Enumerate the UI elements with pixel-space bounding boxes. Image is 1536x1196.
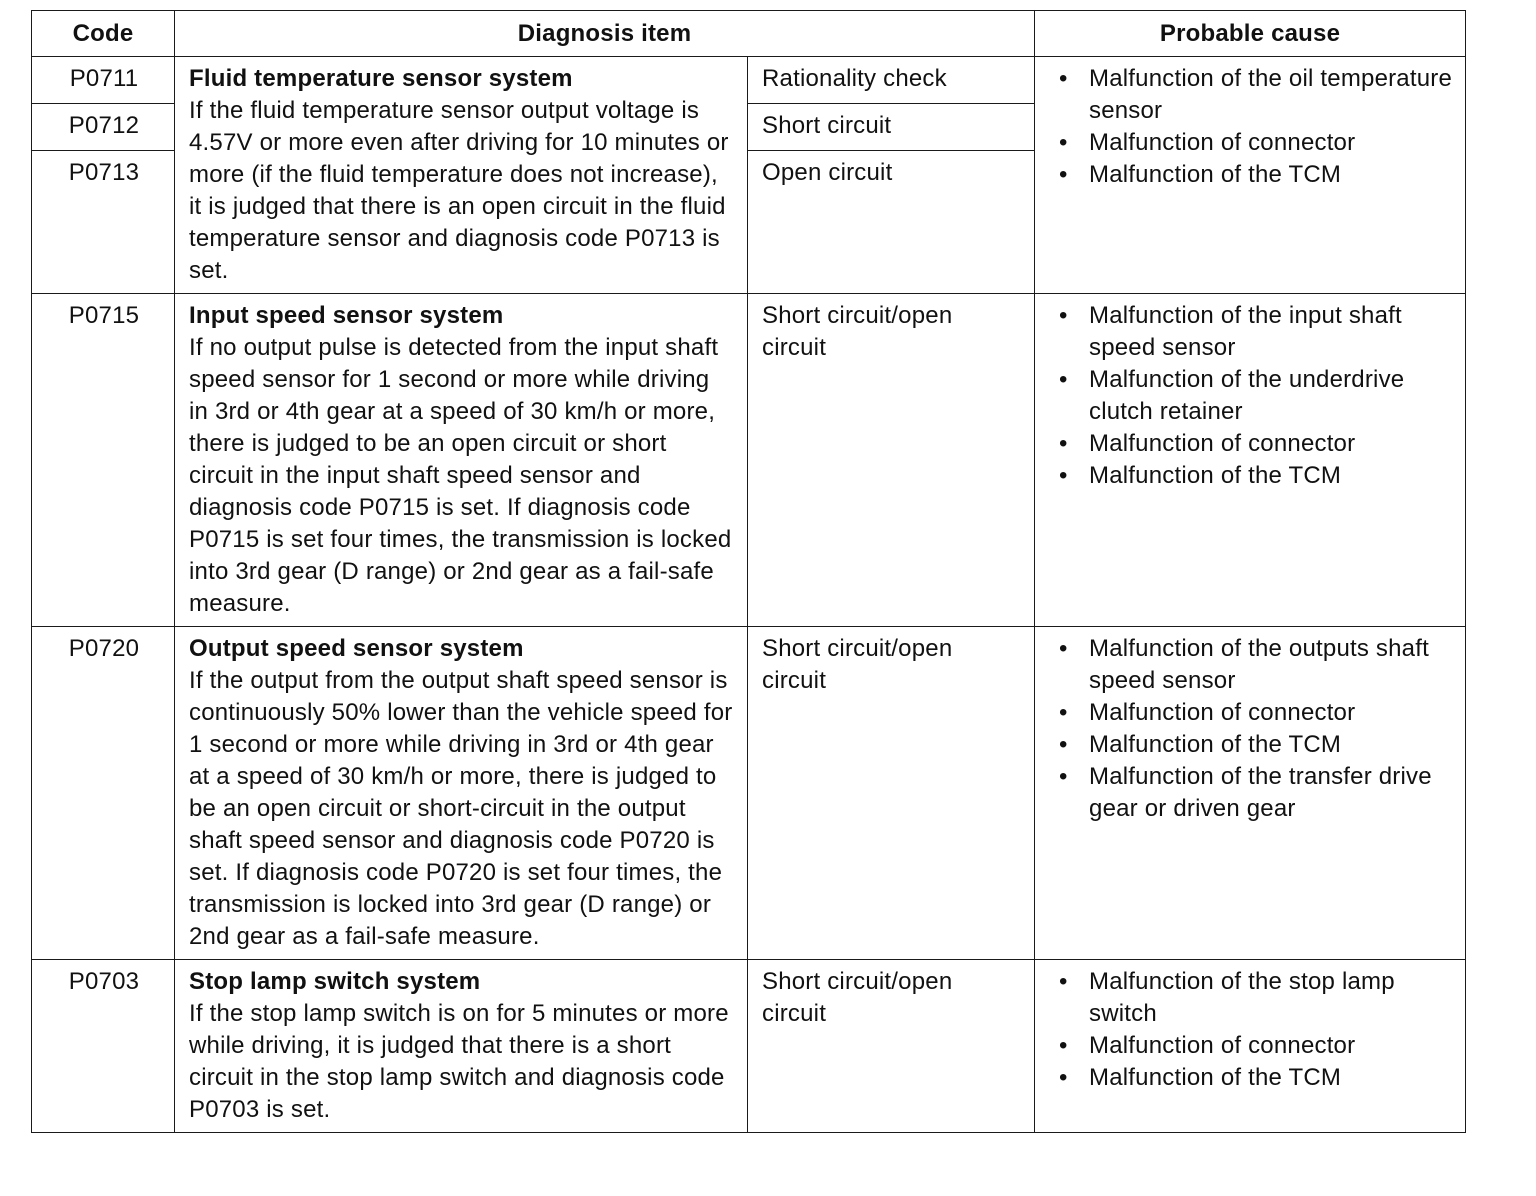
probable-cause-cell: [1035, 57, 1466, 294]
diagnosis-description: If the output from the output shaft speed sensor is continuously 50% lower than the vehicle speed for 1 second or more while driving in 3rd or 4th gear at a speed of 30 km/h or more, there is judged to be an open circuit or short-circuit in the output shaft speed sensor and diagnosis code P0720 is set. If diagnosis code P0720 is set four times, the transmission is locked into 3rd gear (D range) or 2nd gear as a fail-safe measure.: [189, 667, 733, 950]
diagnosis-cell: [175, 294, 748, 627]
header-row: [32, 11, 1466, 57]
code-cell: P0720: [32, 627, 175, 960]
header-diagnosis-item: Diagnosis item: [175, 11, 1035, 57]
cause-item: • Malfunction of the underdrive clutch retainer: [1075, 364, 1453, 428]
diagnosis-title: Fluid temperature sensor system: [189, 65, 573, 92]
diagnosis-cell: [175, 960, 748, 1133]
cause-item: • Malfunction of connector: [1075, 127, 1453, 159]
diagnosis-title: Stop lamp switch system: [189, 968, 481, 995]
cause-list: [1049, 300, 1453, 492]
code-cell: P0703: [32, 960, 175, 1133]
diagnosis-cell: [175, 57, 748, 294]
check-type-cell: Short circuit/open circuit: [748, 294, 1035, 627]
check-type-cell: Short circuit/open circuit: [748, 960, 1035, 1133]
check-type-cell: Short circuit/open circuit: [748, 627, 1035, 960]
cause-item: • Malfunction of the stop lamp switch: [1075, 966, 1453, 1030]
code-cell: P0711: [32, 57, 175, 104]
cause-item: • Malfunction of the input shaft speed sensor: [1075, 300, 1453, 364]
cause-item: • Malfunction of the TCM: [1075, 729, 1453, 761]
diagnosis-cell: [175, 627, 748, 960]
table-row-p0703: [32, 960, 1466, 1133]
diagnosis-description: If no output pulse is detected from the input shaft speed sensor for 1 second or more while driving in 3rd or 4th gear at a speed of 30 km/h or more, there is judged to be an open circuit or short circuit in the input shaft speed sensor and diagnosis code P0715 is set. If diagnosis code P0715 is set four times, the transmission is locked into 3rd gear (D range) or 2nd gear as a fail-safe measure.: [189, 334, 732, 617]
code-cell: P0715: [32, 294, 175, 627]
cause-list: [1049, 966, 1453, 1094]
table-row-p0711: [32, 57, 1466, 104]
diagnosis-code-table: [31, 10, 1466, 1133]
header-probable-cause: Probable cause: [1035, 11, 1466, 57]
diagnosis-title: Output speed sensor system: [189, 635, 524, 662]
table-row-p0715: [32, 294, 1466, 627]
cause-item: • Malfunction of the oil temperature sensor: [1075, 63, 1453, 127]
cause-list: [1049, 63, 1453, 191]
table-row-p0720: [32, 627, 1466, 960]
probable-cause-cell: [1035, 627, 1466, 960]
header-code: Code: [32, 11, 175, 57]
cause-item: • Malfunction of the transfer drive gear or driven gear: [1075, 761, 1453, 825]
cause-item: • Malfunction of connector: [1075, 428, 1453, 460]
probable-cause-cell: [1035, 960, 1466, 1133]
cause-item: • Malfunction of the TCM: [1075, 460, 1453, 492]
code-cell: P0712: [32, 104, 175, 151]
diagnosis-title: Input speed sensor system: [189, 302, 504, 329]
diagnosis-description: If the fluid temperature sensor output voltage is 4.57V or more even after driving for 10 minutes or more (if the fluid temperature does not increase), it is judged that there is an open circuit in the fluid temperature sensor and diagnosis code P0713 is set.: [189, 97, 729, 284]
cause-item: • Malfunction of connector: [1075, 697, 1453, 729]
diagnosis-description: If the stop lamp switch is on for 5 minutes or more while driving, it is judged that there is a short circuit in the stop lamp switch and diagnosis code P0703 is set.: [189, 1000, 729, 1123]
cause-list: [1049, 633, 1453, 825]
cause-item: • Malfunction of the TCM: [1075, 1062, 1453, 1094]
cause-item: • Malfunction of the outputs shaft speed sensor: [1075, 633, 1453, 697]
cause-item: • Malfunction of the TCM: [1075, 159, 1453, 191]
code-cell: P0713: [32, 151, 175, 294]
check-type-cell: Rationality check: [748, 57, 1035, 104]
cause-item: • Malfunction of connector: [1075, 1030, 1453, 1062]
probable-cause-cell: [1035, 294, 1466, 627]
check-type-cell: Short circuit: [748, 104, 1035, 151]
check-type-cell: Open circuit: [748, 151, 1035, 294]
